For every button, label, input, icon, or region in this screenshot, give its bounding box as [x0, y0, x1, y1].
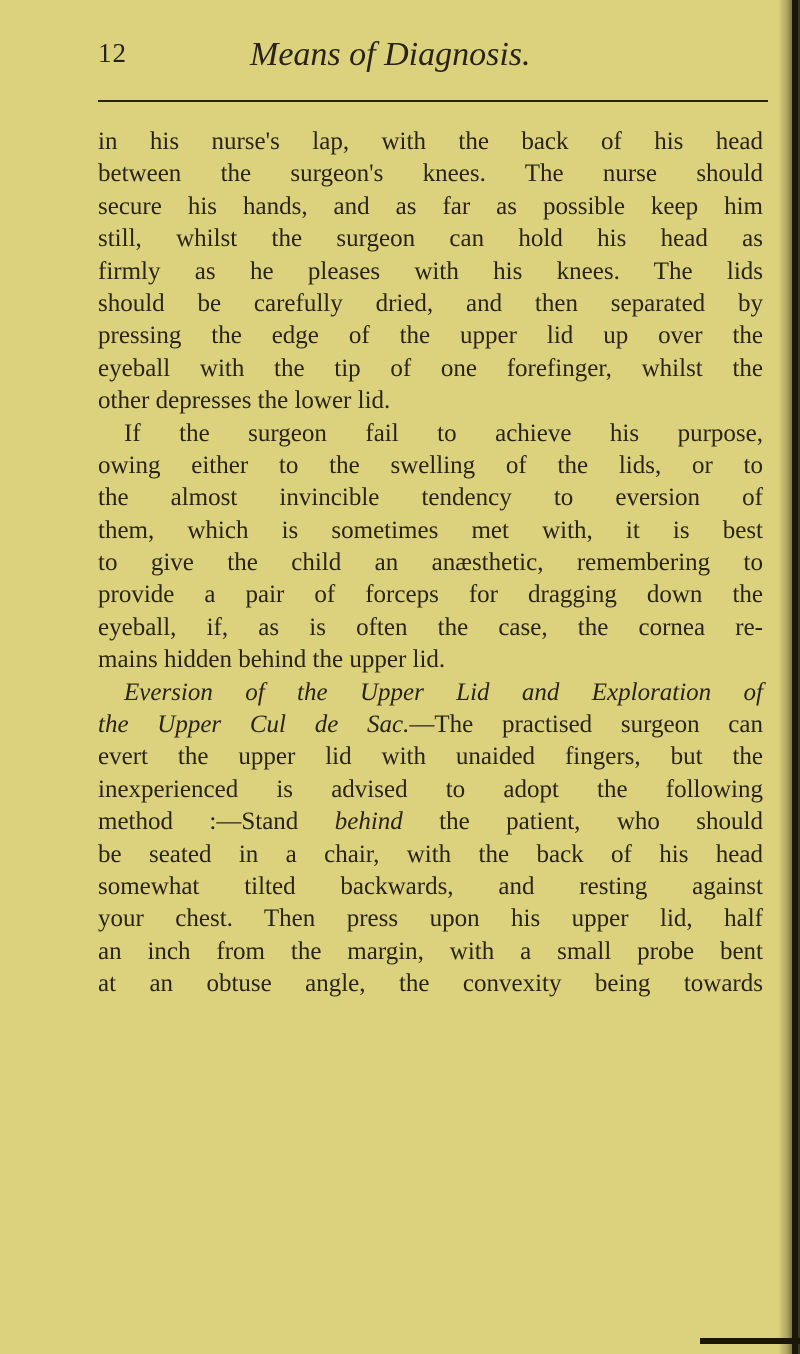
text-line: between the surgeon's knees. The nurse should	[98, 160, 763, 188]
method-text-rest: the patient, who should	[402, 808, 763, 836]
section-heading-line	[98, 677, 763, 709]
text-line: secure his hands, and as far as possible keep him	[98, 192, 763, 220]
text-line: firmly as he pleases with his knees. The lids	[98, 257, 763, 285]
text-line: eyeball with the tip of one forefinger, whilst the	[98, 354, 763, 382]
emphasis-text: behind	[334, 808, 403, 836]
section-heading-line	[98, 709, 763, 741]
text-line: in his nurse's lap, with the back of his head	[98, 128, 763, 155]
section-text: —The practised surgeon can	[409, 711, 764, 739]
text-line: at an obtuse angle, the convexity being towards	[98, 970, 763, 998]
page-number: 12	[98, 38, 127, 68]
text-line: If the surgeon fail to achieve his purpose,	[124, 419, 763, 447]
text-line: them, which is sometimes met with, it is best	[98, 516, 763, 544]
text-line: the almost invincible tendency to eversion of	[98, 484, 763, 512]
text-line: somewhat tilted backwards, and resting against	[98, 872, 763, 900]
text-line: mains hidden behind the upper lid.	[98, 646, 446, 674]
method-text: method :—Stand	[98, 808, 335, 836]
text-line: eyeball, if, as is often the case, the cornea re-	[98, 613, 763, 641]
text-line: other depresses the lower lid.	[98, 387, 391, 415]
text-line: owing either to the swelling of the lids, or to	[98, 451, 763, 479]
text-line: inexperienced is advised to adopt the following	[98, 775, 763, 803]
text-line: provide a pair of forceps for dragging down the	[98, 581, 763, 609]
text-line: to give the child an anæsthetic, remembering to	[98, 549, 763, 577]
section-heading: Eversion of the Upper Lid and Exploration of	[124, 678, 763, 706]
text-line: an inch from the margin, with a small probe bent	[98, 937, 763, 965]
text-line: evert the upper lid with unaided fingers, but the	[98, 743, 763, 771]
text-line: should be carefully dried, and then separated by	[98, 289, 763, 317]
section-heading-continued: the Upper Cul de Sac.	[98, 711, 410, 739]
running-title: Means of Diagnosis.	[250, 36, 531, 73]
method-line	[98, 806, 763, 838]
text-line: your chest. Then press upon his upper lid, half	[98, 905, 763, 933]
body-text	[98, 126, 763, 1001]
text-line: be seated in a chair, with the back of his head	[98, 840, 763, 868]
page-corner-edge	[700, 1338, 800, 1344]
text-line: pressing the edge of the upper lid up over the	[98, 322, 763, 350]
header-rule	[98, 100, 768, 102]
text-line: still, whilst the surgeon can hold his head as	[98, 225, 763, 253]
page-edge	[792, 0, 798, 1354]
